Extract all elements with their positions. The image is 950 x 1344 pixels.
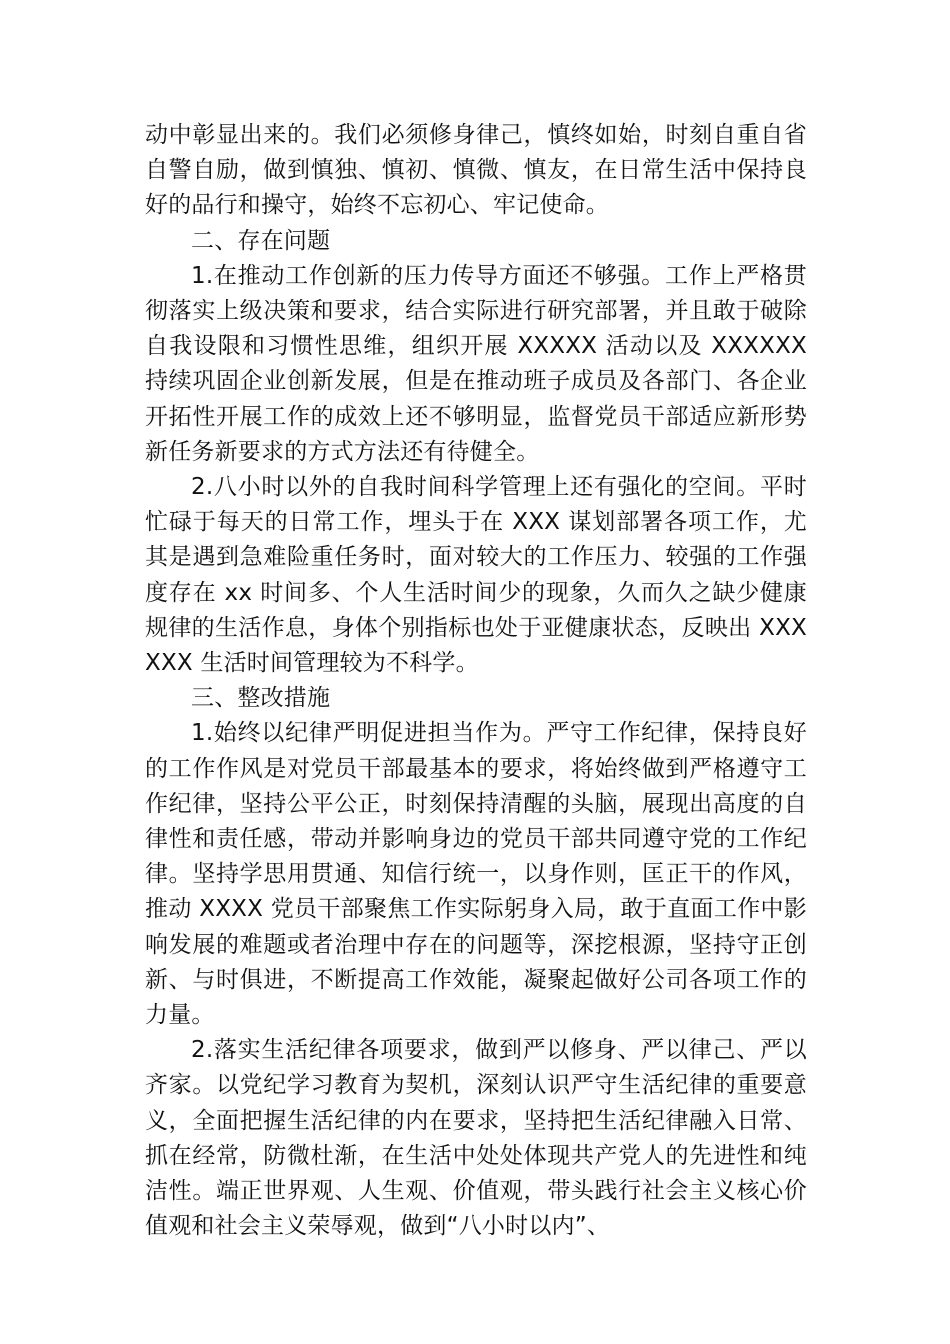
paragraph-measure-2: 2.落实生活纪律各项要求，做到严以修身、严以律己、严以齐家。以党纪学习教育为契机，深刻认识严守生活纪律的重要意义，全面把握生活纪律的内在要求，坚持把生活纪律融入日常、抓在经常，防微杜渐，在生活中处处体现共产党人的先进性和纯洁性。端正世界观、人生观、价值观，带头践行社会主义核心价值观和社会主义荣辱观，做到“八小时以内”、 [145, 1037, 807, 1240]
paragraph-problem-2: 2.八小时以外的自我时间科学管理上还有强化的空间。平时忙碌于每天的日常工作，埋头于在 XXX 谋划部署各项工作，尤其是遇到急难险重任务时，面对较大的工作压力、较强的工作强度存在 xx 时间多、个人生活时间少的现象，久而久之缺少健康规律的生活作息，身体个别指标也处于亚健康状态，反映出 XXXXXX 生活时间管理较为不科学。 [145, 474, 807, 677]
section-heading-problems: 二、存在问题 [191, 227, 331, 254]
document-body [145, 118, 807, 1245]
section-heading-measures: 三、整改措施 [191, 685, 331, 712]
paragraph-problem-1: 1.在推动工作创新的压力传导方面还不够强。工作上严格贯彻落实上级决策和要求，结合实际进行研究部署，并且敢于破除自我设限和习惯性思维，组织开展 XXXXX 活动以及 XXXXXX 持续巩固企业创新发展，但是在推动班子成员及各部门、各企业开拓性开展工作的成效上还不够明显，监督党员干部适应新形势新任务新要求的方式方法还有待健全。 [145, 262, 807, 465]
paragraph-continuation: 动中彰显出来的。我们必须修身律己，慎终如始，时刻自重自省自警自励，做到慎独、慎初、慎微、慎友，在日常生活中保持良好的品行和操守，始终不忘初心、牢记使命。 [145, 122, 807, 219]
paragraph-measure-1: 1.始终以纪律严明促进担当作为。严守工作纪律，保持良好的工作作风是对党员干部最基本的要求，将始终做到严格遵守工作纪律，坚持公平公正，时刻保持清醒的头脑，展现出高度的自律性和责任感，带动并影响身边的党员干部共同遵守党的工作纪律。坚持学思用贯通、知信行统一，以身作则，匡正干的作风，推动 XXXX 党员干部聚焦工作实际躬身入局，敢于直面工作中影响发展的难题或者治理中存在的问题等，深挖根源，坚持守正创新、与时俱进，不断提高工作效能，凝聚起做好公司各项工作的力量。 [145, 720, 807, 1029]
